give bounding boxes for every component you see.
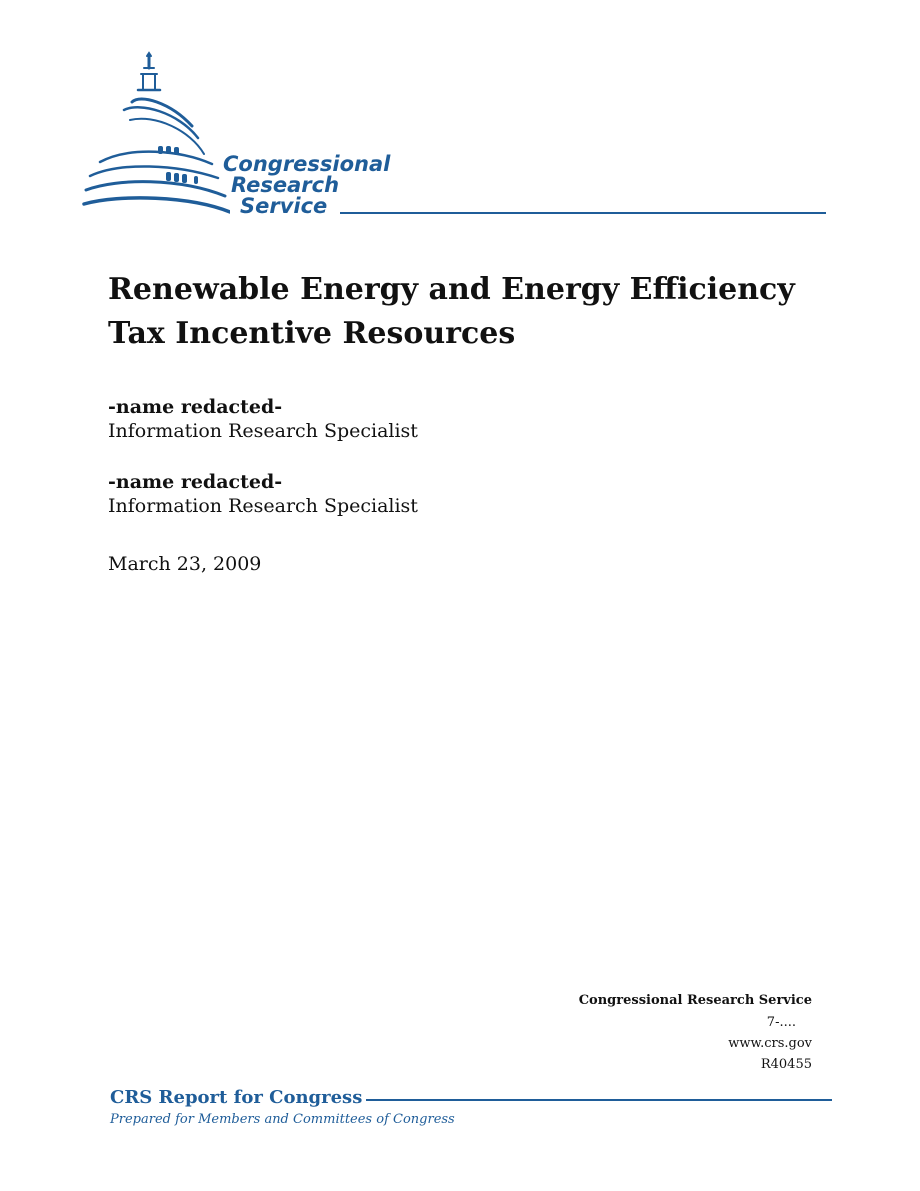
- report-number: R40455: [760, 1057, 812, 1072]
- publisher-name: Congressional Research Service: [578, 993, 812, 1008]
- author-block: [108, 395, 608, 443]
- document-title: Renewable Energy and Energy Efficiency Tax Incentive Resources: [108, 272, 795, 351]
- footer-subtitle: Prepared for Members and Committees of Congress: [110, 1112, 455, 1127]
- author-role: Information Research Specialist: [108, 495, 418, 517]
- crs-logo: [80, 50, 840, 230]
- publisher-phone: 7-....: [766, 1015, 796, 1030]
- publisher-info: [512, 990, 812, 1075]
- author-name: -name redacted-: [108, 471, 283, 493]
- publisher-website-link[interactable]: www.crs.gov: [728, 1036, 812, 1051]
- logo-line-research: Research: [231, 173, 340, 197]
- author-role: Information Research Specialist: [108, 420, 418, 442]
- crs-logo-wordmark: [223, 154, 390, 217]
- footer-title: CRS Report for Congress: [110, 1087, 366, 1109]
- header-rule: [340, 212, 826, 214]
- document-date: March 23, 2009: [108, 553, 262, 575]
- logo-line-congressional: Congressional: [223, 152, 391, 176]
- capitol-dome-icon: [80, 50, 230, 225]
- logo-line-service: Service: [240, 194, 328, 218]
- footer: [110, 1087, 832, 1129]
- author-name: -name redacted-: [108, 396, 283, 418]
- author-block: [108, 470, 608, 518]
